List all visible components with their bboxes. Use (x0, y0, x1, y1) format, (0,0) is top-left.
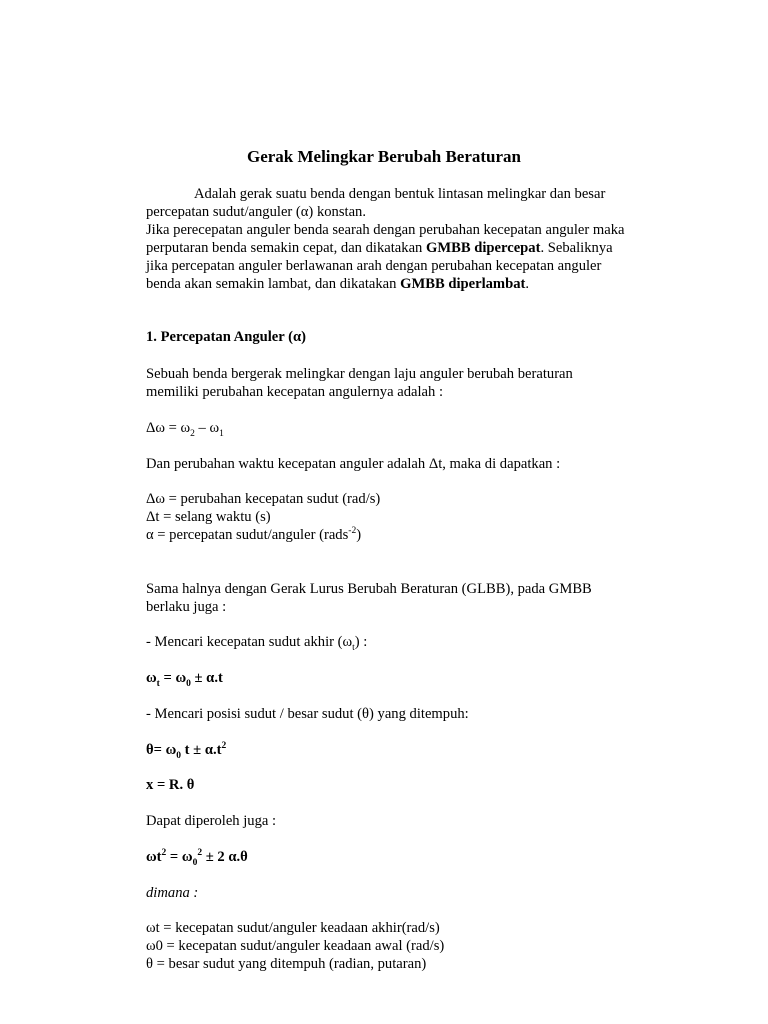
intro-line (146, 239, 613, 257)
superscript: 2 (221, 741, 227, 752)
subscript: 0 (186, 678, 191, 689)
list-item: - Mencari posisi sudut / besar sudut (θ) yang ditempuh: (146, 706, 469, 722)
equation-part: Δω = ω (146, 420, 191, 436)
subscript: 1 (219, 428, 224, 439)
page-title: Gerak Melingkar Berubah Beraturan (246, 147, 522, 166)
equation-part: ± 2 α.θ (202, 849, 248, 865)
definition-line: Δt = selang waktu (s) (146, 509, 271, 525)
definition-line (146, 526, 361, 544)
equation-part: = ω (159, 670, 187, 686)
list-item (146, 633, 367, 651)
equation-part: t ± α.t (181, 742, 222, 758)
intro-line: Jika perecepatan anguler benda searah dengan perubahan kecepatan anguler maka (146, 222, 625, 238)
subscript: t (156, 678, 160, 689)
intro-line (146, 275, 529, 293)
gmbb-diperlambat-term: GMBB diperlambat (400, 276, 526, 292)
dimana-label: dimana : (146, 885, 199, 901)
paragraph-line: Sama halnya dengan Gerak Lurus Berubah Beraturan (GLBB), pada GMBB (146, 581, 592, 597)
superscript: 2 (161, 848, 167, 859)
list-text: ) : (354, 634, 368, 650)
paragraph-line: memiliki perubahan kecepatan angulernya adalah : (146, 384, 444, 400)
paragraph-line: Dapat diperoleh juga : (146, 813, 277, 829)
equation-part: ω (146, 670, 157, 686)
intro-text: perputaran benda semakin cepat, dan dikatakan (146, 240, 426, 256)
definition-line: ωt = kecepatan sudut/anguler keadaan akhir(rad/s) (146, 920, 440, 936)
equation-part: ± α.t (190, 670, 223, 686)
intro-line: jika percepatan anguler berlawanan arah dengan perubahan kecepatan anguler (146, 258, 602, 274)
intro-text: . (525, 276, 530, 292)
definition-text: ) (356, 527, 362, 543)
definition-line: ω0 = kecepatan sudut/anguler keadaan awal (rad/s) (146, 938, 445, 954)
subscript: 2 (190, 428, 195, 439)
superscript: -2 (348, 526, 357, 537)
subscript: 0 (176, 750, 181, 761)
intro-line: percepatan sudut/anguler (α) konstan. (146, 204, 366, 220)
intro-line: Adalah gerak suatu benda dengan bentuk lintasan melingkar dan besar (194, 186, 606, 202)
definition-text: α = percepatan sudut/anguler (rads (146, 527, 349, 543)
definition-line: Δω = perubahan kecepatan sudut (rad/s) (146, 491, 381, 507)
equation-final-velocity (146, 669, 223, 687)
superscript: 2 (197, 848, 203, 859)
equation-part: ωt (146, 849, 162, 865)
subscript: t (352, 642, 355, 653)
equation-velocity-squared (146, 848, 248, 866)
equation-part: – ω (194, 420, 220, 436)
paragraph-line: Sebuah benda bergerak melingkar dengan laju anguler berubah beraturan (146, 366, 573, 382)
intro-text: . Sebaliknya (540, 240, 613, 256)
equation-arc-length: x = R. θ (146, 777, 195, 793)
list-text: - Mencari kecepatan sudut akhir (ω (146, 634, 353, 650)
section-heading: 1. Percepatan Anguler (α) (146, 329, 307, 345)
equation-angular-position (146, 741, 226, 759)
paragraph-line: berlaku juga : (146, 599, 227, 615)
paragraph-line: Dan perubahan waktu kecepatan anguler adalah Δt, maka di dapatkan : (146, 456, 561, 472)
equation-part: = ω (166, 849, 193, 865)
subscript: 0 (192, 857, 198, 868)
intro-text: benda akan semakin lambat, dan dikatakan (146, 276, 401, 292)
definition-line: θ = besar sudut yang ditempuh (radian, putaran) (146, 956, 427, 972)
gmbb-dipercepat-term: GMBB dipercepat (426, 240, 541, 256)
equation-part: θ= ω (146, 742, 177, 758)
equation-delta-omega (146, 419, 224, 437)
